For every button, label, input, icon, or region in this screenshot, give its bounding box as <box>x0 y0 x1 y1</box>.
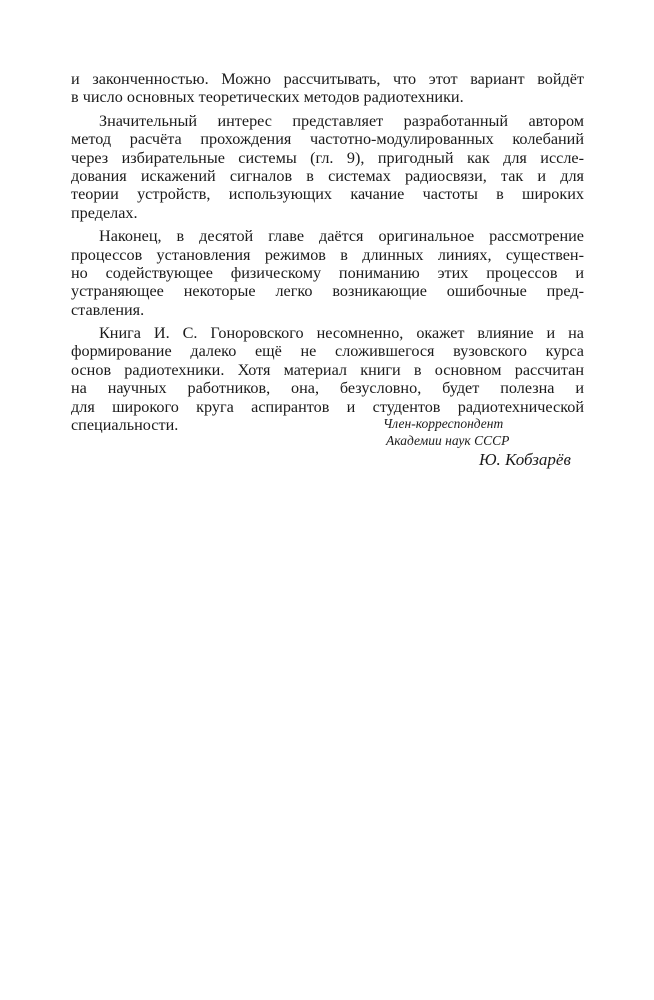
text-line: Наконец, в десятой главе даётся оригинальное рассмотрение <box>99 227 584 246</box>
text-line: специальности. <box>71 416 179 435</box>
text-line: основ радиотехники. Хотя материал книги в основном рассчитан <box>71 360 584 379</box>
paragraph-2 <box>71 112 584 222</box>
text-line: для широкого круга аспирантов и студентов радиотехнической <box>71 397 584 416</box>
text-line: Книга И. С. Гоноровского несомненно, окажет влияние и на <box>99 324 584 343</box>
text-line: на научных работников, она, безусловно, будет полезна и <box>71 379 584 398</box>
text-line: в число основных теоретических методов радиотехники. <box>71 88 464 107</box>
text-line: формирование далеко ещё не сложившегося вузовского курса <box>71 342 584 361</box>
text-line: но содействующее физическому пониманию этих процессов и <box>71 263 584 282</box>
paragraph-4 <box>71 324 584 434</box>
text-line: теории устройств, использующих качание частоты в широких <box>71 185 584 204</box>
text-line: пределах. <box>71 203 138 222</box>
text-line: устраняющее некоторые легко возникающие ошибочные пред- <box>71 282 584 301</box>
paragraph-1 <box>71 70 584 107</box>
text-line: ставления. <box>71 300 145 319</box>
body-text <box>71 70 584 439</box>
signature-name: Ю. Кобзарёв <box>479 450 571 469</box>
text-line: Значительный интерес представляет разработанный автором <box>99 111 584 130</box>
text-line: дования искажений сигналов в системах радиосвязи, так и для <box>71 166 584 185</box>
text-line: процессов установления режимов в длинных линиях, существен- <box>71 245 584 264</box>
text-line: метод расчёта прохождения частотно-модулированных колебаний <box>71 130 584 149</box>
signature-affiliation: Академии наук СССР <box>386 433 510 448</box>
paragraph-3 <box>71 227 584 319</box>
text-line: через избирательные системы (гл. 9), пригодный как для иссле- <box>71 148 584 167</box>
signature-title: Член-корреспондент <box>383 416 504 431</box>
text-line: и законченностью. Можно рассчитывать, что этот вариант войдёт <box>71 70 584 88</box>
